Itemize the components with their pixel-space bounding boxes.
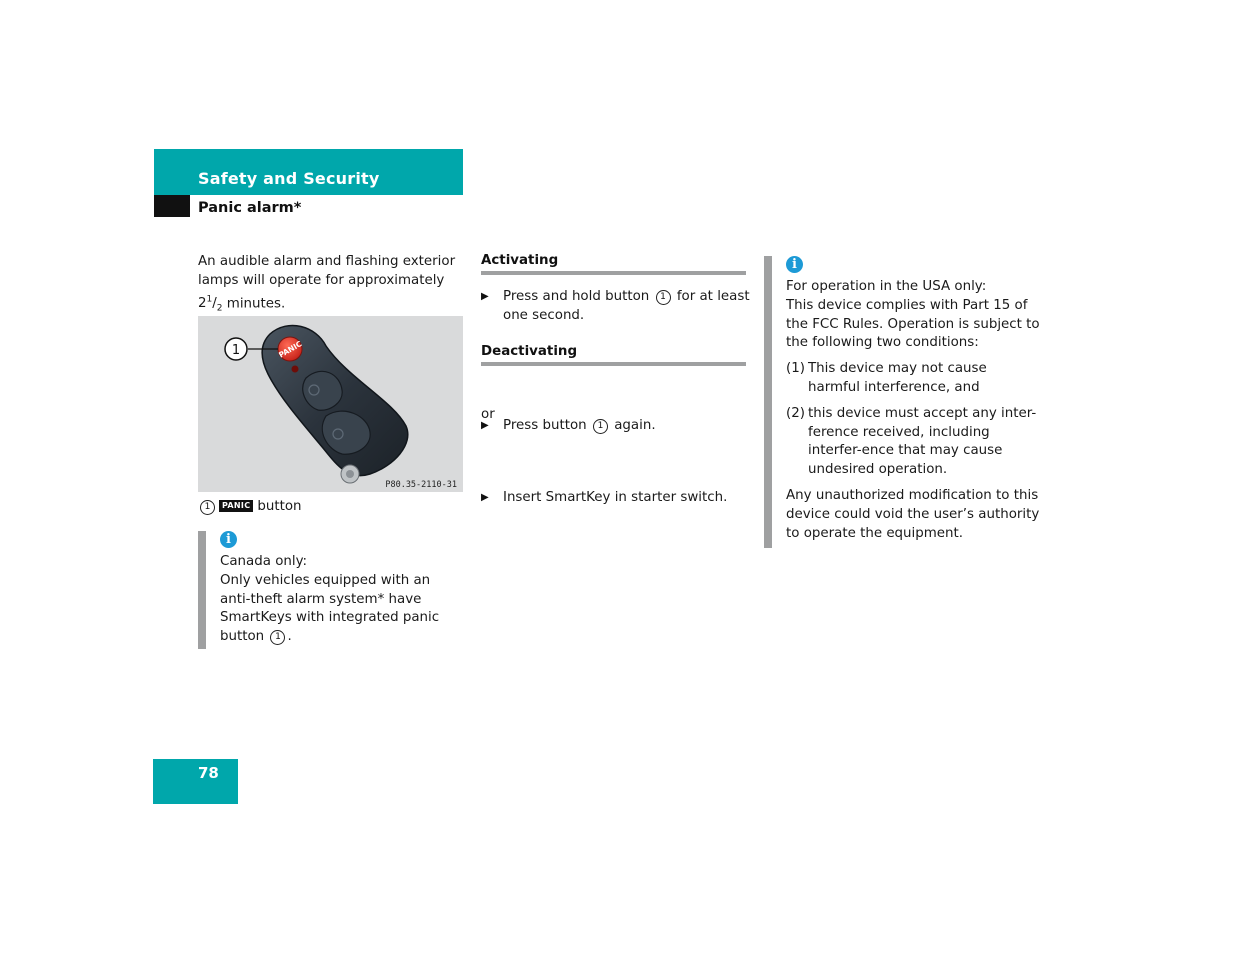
info-box-usa xyxy=(764,256,1042,548)
panic-badge: PANIC xyxy=(219,500,253,512)
smartkey-photo xyxy=(198,316,463,492)
intro-suffix: minutes. xyxy=(222,296,286,312)
callout-number: 1 xyxy=(231,343,241,358)
bullet-arrow-icon: ▶ xyxy=(481,419,489,431)
info-canada-ref: 1 xyxy=(270,630,285,645)
intro-text: An audible alarm and flashing exterior lamps will operate for approximately xyxy=(198,254,456,288)
step-deactivate-press: ▶ Press button 1 again. xyxy=(481,417,768,436)
bullet-arrow-icon: ▶ xyxy=(481,492,489,504)
step-activate: ▶ Press and hold button 1 for at least one second. xyxy=(481,289,750,323)
page-number: 78 xyxy=(198,764,219,782)
info-usa-body: This device complies with Part 15 of the FCC Rules. Operation is subject to the following two conditions: xyxy=(786,297,1040,351)
info-usa-footer: Any unauthorized modification to this device could void the user’s authority to operate the equipment. xyxy=(786,487,1040,541)
step-ref: 1 xyxy=(656,290,671,305)
info-box-canada xyxy=(198,531,461,649)
info-canada-title: Canada only: xyxy=(220,554,308,569)
condition-1: (1) This device may not cause harmful interference, and xyxy=(786,361,987,395)
info-usa-title: For operation in the USA only: xyxy=(786,279,987,294)
or-separator: or xyxy=(481,407,495,422)
heading-activating: Activating xyxy=(481,253,746,275)
caption-number: 1 xyxy=(200,500,215,515)
step-deactivate-insert: ▶ Insert SmartKey in starter switch. xyxy=(481,489,768,508)
info-canada-body: Only vehicles equipped with an anti-theft alarm system* have SmartKeys with integrated panic button 1 . xyxy=(220,572,440,645)
page-number-box xyxy=(153,759,238,804)
subsection-title: Panic alarm* xyxy=(198,200,302,216)
smartkey-illustration xyxy=(198,316,463,492)
section-title: Safety and Security xyxy=(198,169,380,188)
step-ref: 1 xyxy=(593,419,608,434)
figure-code: P80.35-2110-31 xyxy=(385,480,457,490)
condition-2: (2) this device must accept any inter-ference received, including interfer-ence that may cause undesired operation. xyxy=(786,405,1037,478)
intro-duration: $2^1/_2$ xyxy=(198,294,223,314)
info-icon: i xyxy=(786,256,803,273)
caption-text: button xyxy=(257,499,302,514)
heading-deactivating: Deactivating xyxy=(481,344,746,366)
intro-paragraph xyxy=(198,253,458,319)
figure-caption xyxy=(198,498,458,517)
subsection-marker xyxy=(154,195,190,217)
indicator-led xyxy=(292,366,299,373)
bullet-arrow-icon: ▶ xyxy=(481,291,489,302)
panic-button-label: PANIC xyxy=(277,339,304,360)
info-icon: i xyxy=(220,531,237,548)
